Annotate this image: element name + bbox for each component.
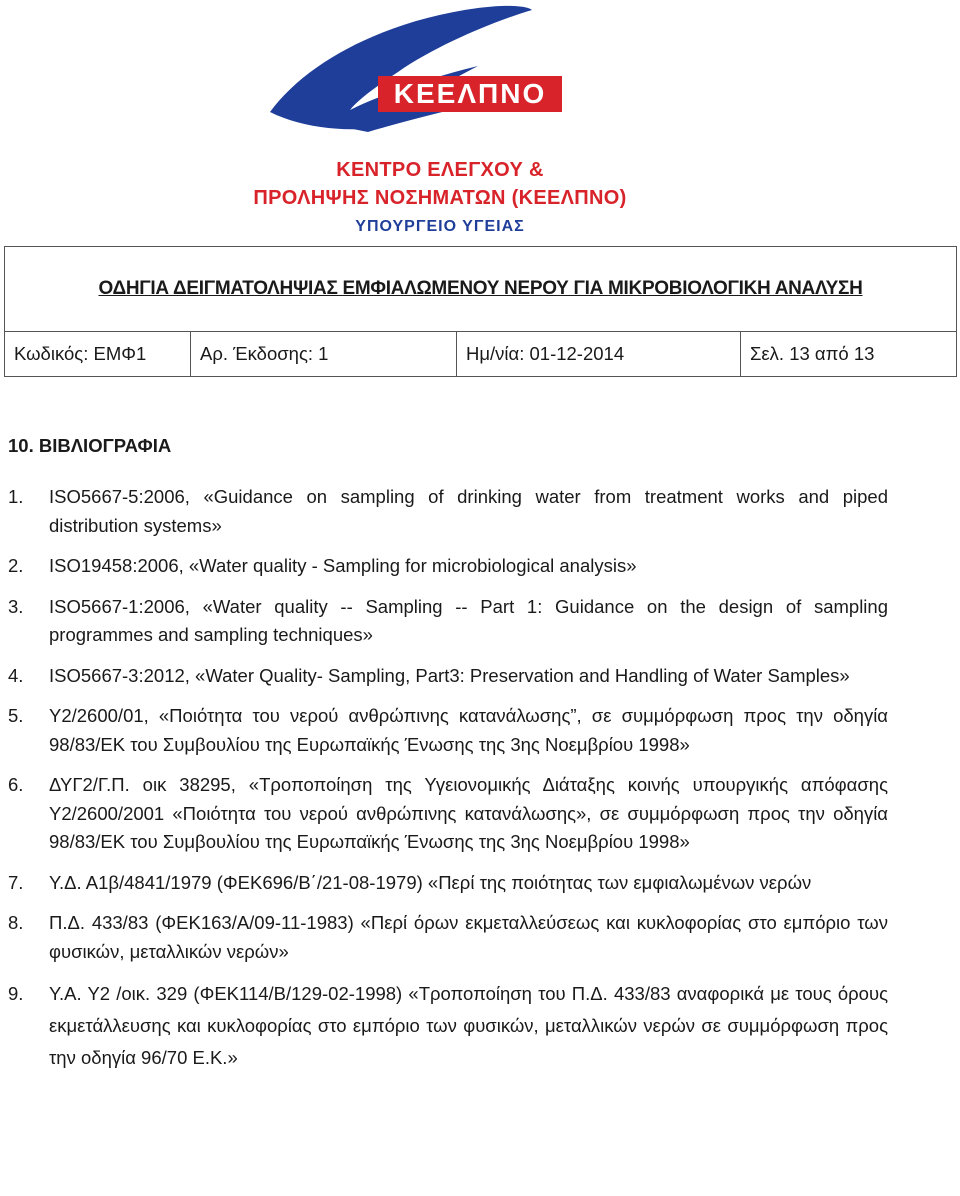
reference-item: [8, 552, 888, 581]
reference-number: 7.: [8, 871, 24, 893]
title-cell: [5, 247, 957, 332]
reference-text: Υ2/2600/01, «Ποιότητα του νερού ανθρώπινης κατανάλωσης”, σε συμμόρφωση προς την οδηγία 98/83/ΕΚ του Συμβουλίου της Ευρωπαϊκής Ένωσης της 3ης Νοεμβρίου 1998»: [49, 705, 888, 755]
document-header-table: [4, 246, 957, 377]
reference-item: [8, 702, 888, 759]
logo-line-1: ΚΕΝΤΡΟ ΕΛΕΓΧΟΥ &: [336, 159, 544, 181]
reference-list: [8, 483, 888, 1074]
reference-item: [8, 593, 888, 650]
logo-line-2: ΠΡΟΛΗΨΗΣ ΝΟΣΗΜΑΤΩΝ (ΚΕΕΛΠΝΟ): [253, 187, 627, 209]
reference-number: 2.: [8, 555, 24, 576]
document-code: Κωδικός: ΕΜΦ1: [5, 332, 191, 377]
reference-number: 5.: [8, 705, 24, 726]
reference-item: [8, 771, 888, 857]
reference-text: ISO5667-1:2006, «Water quality -- Sampling -- Part 1: Guidance on the design of sampling programmes and sampling techniques»: [49, 595, 888, 645]
logo-org-name: [200, 156, 680, 212]
reference-item: [8, 869, 888, 898]
reference-text: ISO19458:2006, «Water quality - Sampling for microbiological analysis»: [49, 555, 637, 576]
reference-number: 9.: [8, 983, 24, 1004]
reference-text: Υ.Α. Υ2 /οικ. 329 (ΦΕΚ114/Β/129-02-1998) «Τροποποίηση του Π.Δ. 433/83 αναφορικά με τους όρους εκμετάλλευσης και κυκλοφορίας στο εμπόριο των φυσικών, μεταλλικών νερών σε συμμόρφωση προς την οδηγία 96/70 Ε.Κ.»: [49, 983, 888, 1068]
logo-acronym: ΚΕΕΛΠΝΟ: [393, 78, 547, 109]
reference-text: Υ.Δ. Α1β/4841/1979 (ΦΕΚ696/Β΄/21-08-1979) «Περί της ποιότητας των εμφιαλωμένων νερών: [49, 871, 812, 893]
bibliography-section: [8, 432, 888, 1086]
document-edition: Αρ. Έκδοσης: 1: [191, 332, 457, 377]
reference-text: ISO5667-5:2006, «Guidance on sampling of drinking water from treatment works and piped distribution systems»: [49, 486, 888, 536]
logo-ministry: ΥΠΟΥΡΓΕΙΟ ΥΓΕΙΑΣ: [355, 218, 525, 235]
reference-number: 3.: [8, 595, 24, 617]
reference-text: ΔΥΓ2/Γ.Π. οικ 38295, «Τροποποίηση της Υγειονομικής Διάταξης κοινής υπουργικής απόφασης Υ2/2600/2001 «Ποιότητα του νερού ανθρώπινης κατανάλωσης», σε συμμόρφωση προς την οδηγία 98/83/ΕΚ του Συμβουλίου της Ευρωπαϊκής Ένωσης της 3ης Νοεμβρίου 1998»: [49, 774, 888, 852]
reference-item: [8, 662, 888, 691]
reference-text: ISO5667-3:2012, «Water Quality- Sampling, Part3: Preservation and Handling of Water Samples»: [49, 664, 850, 686]
document-date: Ημ/νία: 01-12-2014: [457, 332, 741, 377]
reference-number: 4.: [8, 664, 24, 686]
document-title: ΟΔΗΓΙΑ ΔΕΙΓΜΑΤΟΛΗΨΙΑΣ ΕΜΦΙΑΛΩΜΕΝΟΥ ΝΕΡΟΥ ΓΙΑ ΜΙΚΡΟΒΙΟΛΟΓΙΚΗ ΑΝΑΛΥΣΗ: [98, 278, 863, 299]
page-number: Σελ. 13 από 13: [741, 332, 957, 377]
reference-text: Π.Δ. 433/83 (ΦΕΚ163/Α/09-11-1983) «Περί όρων εκμεταλλεύσεως και κυκλοφορίας στο εμπόριο των φυσικών, μεταλλικών νερών»: [49, 912, 888, 962]
reference-item: [8, 978, 888, 1074]
reference-item: [8, 483, 888, 540]
reference-item: [8, 909, 888, 966]
reference-number: 1.: [8, 486, 24, 507]
section-heading: 10. ΒΙΒΛΙΟΓΡΑΦΙΑ: [8, 435, 172, 456]
reference-number: 6.: [8, 774, 24, 795]
reference-number: 8.: [8, 912, 24, 933]
